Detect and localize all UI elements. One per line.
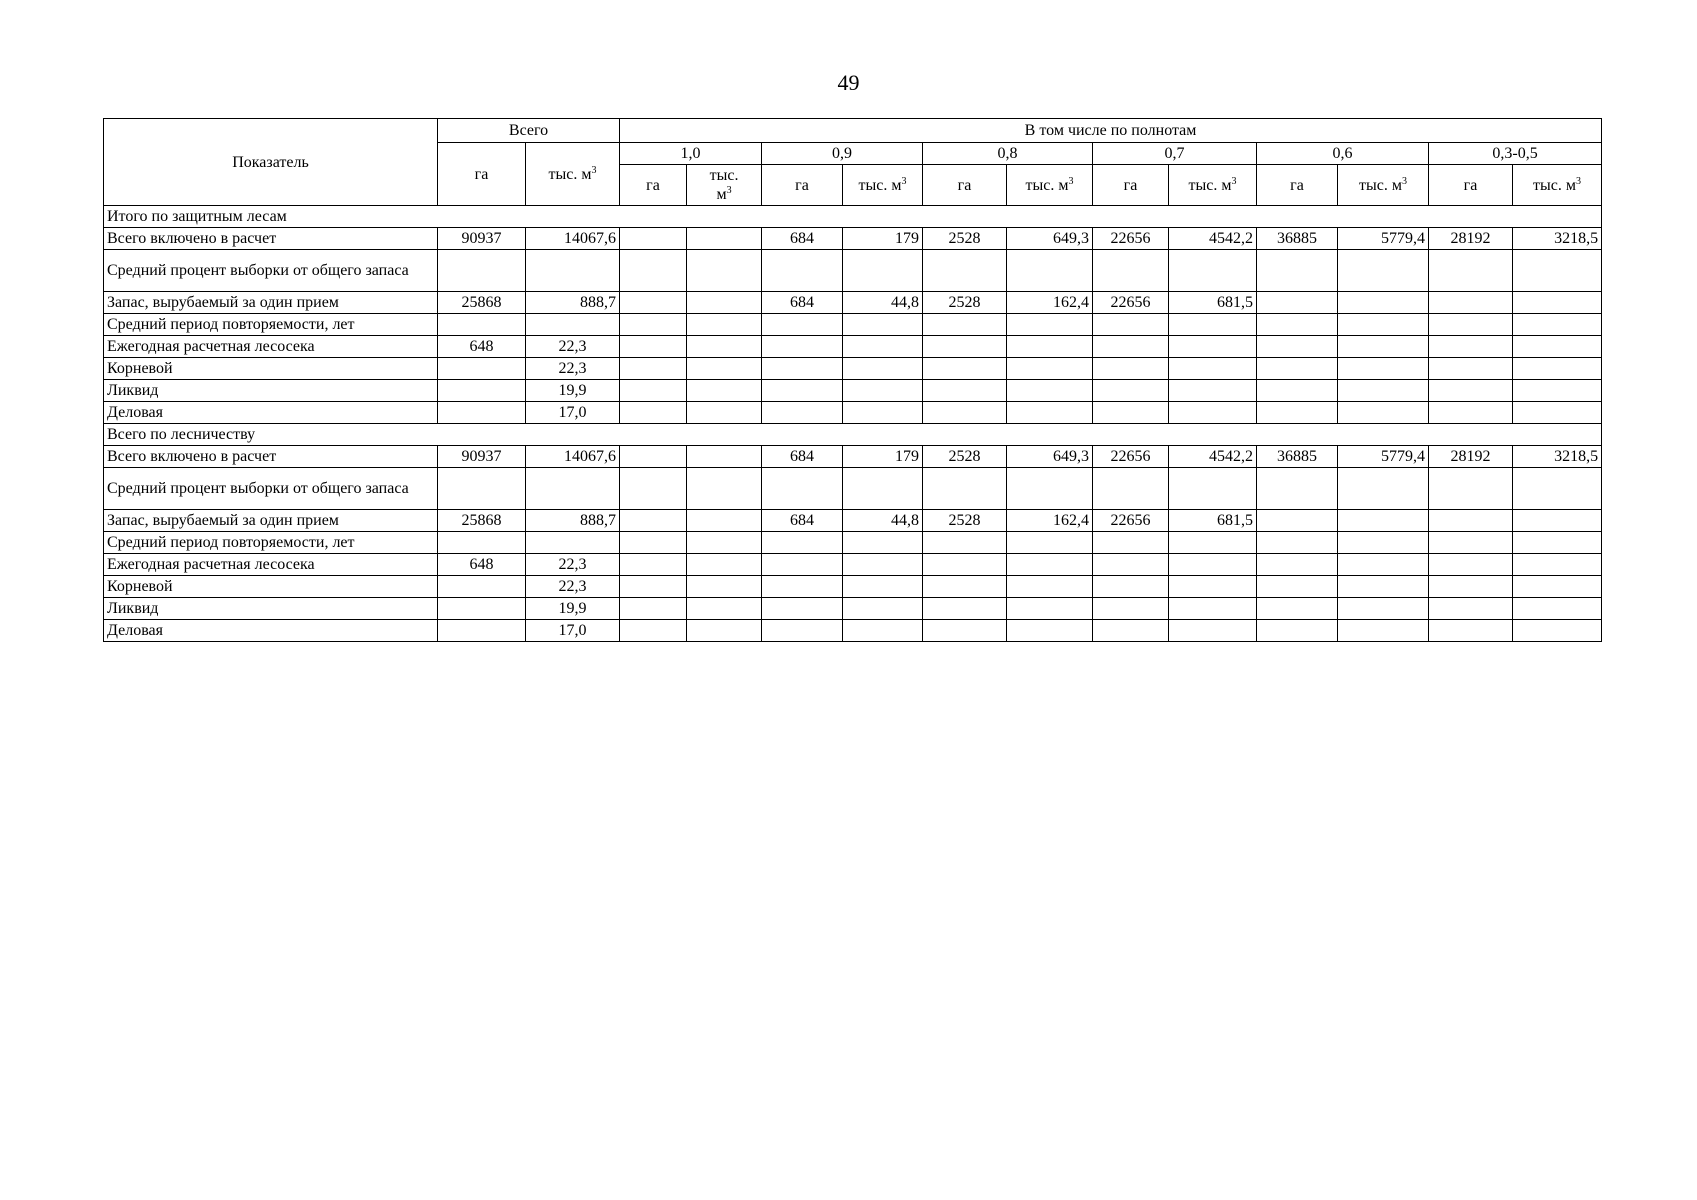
table-cell bbox=[620, 358, 687, 380]
table-cell bbox=[687, 468, 762, 510]
table-cell bbox=[762, 402, 843, 424]
table-cell bbox=[843, 554, 923, 576]
table-cell bbox=[620, 510, 687, 532]
table-cell bbox=[1257, 380, 1338, 402]
header-total: Всего bbox=[438, 119, 620, 143]
table-cell: 2528 bbox=[923, 292, 1007, 314]
table-cell bbox=[687, 292, 762, 314]
table-cell bbox=[438, 532, 526, 554]
table-cell bbox=[1429, 380, 1513, 402]
table-cell bbox=[1513, 468, 1602, 510]
table-cell bbox=[526, 250, 620, 292]
table-cell bbox=[687, 598, 762, 620]
table-cell bbox=[1513, 598, 1602, 620]
section-header-row bbox=[104, 424, 1602, 446]
table-cell: 28192 bbox=[1429, 446, 1513, 468]
row-label: Всего включено в расчет bbox=[104, 446, 438, 468]
table-cell bbox=[438, 598, 526, 620]
table-cell bbox=[620, 380, 687, 402]
table-cell bbox=[843, 598, 923, 620]
table-cell bbox=[687, 250, 762, 292]
table-cell: 649,3 bbox=[1007, 446, 1093, 468]
table-cell bbox=[1093, 468, 1169, 510]
table-cell: 681,5 bbox=[1169, 292, 1257, 314]
table-cell bbox=[843, 620, 923, 642]
table-cell bbox=[1169, 358, 1257, 380]
table-cell bbox=[1007, 576, 1093, 598]
table-cell bbox=[1429, 292, 1513, 314]
table-cell bbox=[1257, 402, 1338, 424]
table-cell: 888,7 bbox=[526, 292, 620, 314]
table-cell bbox=[1257, 598, 1338, 620]
table-cell: 22656 bbox=[1093, 228, 1169, 250]
table-cell bbox=[687, 554, 762, 576]
section-title: Итого по защитным лесам bbox=[104, 206, 1602, 228]
table-cell bbox=[1513, 402, 1602, 424]
table-cell bbox=[1093, 554, 1169, 576]
table-cell bbox=[438, 402, 526, 424]
table-cell bbox=[762, 468, 843, 510]
table-cell bbox=[1429, 576, 1513, 598]
table-cell bbox=[438, 620, 526, 642]
table-cell: 2528 bbox=[923, 446, 1007, 468]
table-cell bbox=[1169, 576, 1257, 598]
table-row bbox=[104, 402, 1602, 424]
table-cell bbox=[1513, 554, 1602, 576]
table-body bbox=[104, 206, 1602, 642]
table-cell bbox=[923, 468, 1007, 510]
table-row bbox=[104, 620, 1602, 642]
table-cell bbox=[1429, 402, 1513, 424]
table-cell bbox=[526, 314, 620, 336]
table-cell bbox=[1513, 620, 1602, 642]
table-cell bbox=[923, 250, 1007, 292]
table-cell bbox=[1007, 468, 1093, 510]
table-cell bbox=[1429, 314, 1513, 336]
table-cell bbox=[1429, 598, 1513, 620]
table-cell bbox=[687, 358, 762, 380]
table-cell bbox=[526, 468, 620, 510]
table-row bbox=[104, 292, 1602, 314]
table-cell bbox=[1513, 576, 1602, 598]
section-header-row bbox=[104, 206, 1602, 228]
table-cell bbox=[438, 576, 526, 598]
table-cell bbox=[1338, 576, 1429, 598]
table-cell bbox=[923, 532, 1007, 554]
table-cell: 28192 bbox=[1429, 228, 1513, 250]
row-label: Запас, вырубаемый за один прием bbox=[104, 292, 438, 314]
table-cell bbox=[1169, 554, 1257, 576]
table-cell bbox=[762, 314, 843, 336]
density-header: 0,9 bbox=[762, 143, 923, 165]
table-cell bbox=[1338, 314, 1429, 336]
table-cell bbox=[923, 554, 1007, 576]
table-cell bbox=[1257, 358, 1338, 380]
table-cell: 162,4 bbox=[1007, 292, 1093, 314]
table-cell bbox=[1429, 250, 1513, 292]
table-cell bbox=[1338, 380, 1429, 402]
table-cell bbox=[1338, 468, 1429, 510]
table-cell bbox=[1169, 336, 1257, 358]
header-total-ha: га bbox=[438, 143, 526, 206]
table-cell bbox=[923, 380, 1007, 402]
table-cell bbox=[843, 358, 923, 380]
unit-volume-header: тыс. $м^3$ bbox=[1007, 165, 1093, 206]
table-cell: 684 bbox=[762, 446, 843, 468]
table-cell bbox=[1513, 380, 1602, 402]
table-cell bbox=[620, 468, 687, 510]
table-cell bbox=[762, 380, 843, 402]
table-cell bbox=[1513, 314, 1602, 336]
unit-ha-header: га bbox=[1429, 165, 1513, 206]
table-row bbox=[104, 598, 1602, 620]
row-label: Запас, вырубаемый за один прием bbox=[104, 510, 438, 532]
table-cell bbox=[1338, 358, 1429, 380]
table-cell bbox=[1007, 336, 1093, 358]
table-cell: 14067,6 bbox=[526, 228, 620, 250]
table-cell bbox=[1007, 380, 1093, 402]
table-cell bbox=[1169, 598, 1257, 620]
row-label: Корневой bbox=[104, 576, 438, 598]
table-cell bbox=[1093, 314, 1169, 336]
table-cell: 649,3 bbox=[1007, 228, 1093, 250]
table-cell bbox=[1093, 358, 1169, 380]
table-cell bbox=[1513, 510, 1602, 532]
table-cell bbox=[1338, 598, 1429, 620]
unit-volume-header: тыс. $м^3$ bbox=[1338, 165, 1429, 206]
table-cell bbox=[843, 250, 923, 292]
table-cell bbox=[762, 358, 843, 380]
table-cell bbox=[843, 532, 923, 554]
table-cell bbox=[620, 620, 687, 642]
density-header: 0,7 bbox=[1093, 143, 1257, 165]
table-cell bbox=[1007, 402, 1093, 424]
table-cell: 36885 bbox=[1257, 228, 1338, 250]
table-cell bbox=[1338, 250, 1429, 292]
table-cell: 22656 bbox=[1093, 446, 1169, 468]
table-cell bbox=[1169, 250, 1257, 292]
table-cell bbox=[1257, 314, 1338, 336]
table-cell: 4542,2 bbox=[1169, 446, 1257, 468]
table-cell bbox=[1429, 468, 1513, 510]
table-cell bbox=[1429, 358, 1513, 380]
table-cell bbox=[620, 336, 687, 358]
table-cell bbox=[620, 292, 687, 314]
table-cell bbox=[1007, 314, 1093, 336]
table-cell bbox=[620, 598, 687, 620]
table-cell bbox=[1007, 532, 1093, 554]
table-cell: 684 bbox=[762, 228, 843, 250]
table-cell: 681,5 bbox=[1169, 510, 1257, 532]
table-cell bbox=[1169, 402, 1257, 424]
table-cell: 22,3 bbox=[526, 336, 620, 358]
table-cell: 2528 bbox=[923, 510, 1007, 532]
table-cell bbox=[762, 336, 843, 358]
row-label: Ликвид bbox=[104, 598, 438, 620]
table-cell bbox=[620, 314, 687, 336]
table-cell bbox=[762, 620, 843, 642]
unit-volume-header: тыс. $м^3$ bbox=[687, 165, 762, 206]
row-label: Ежегодная расчетная лесосека bbox=[104, 336, 438, 358]
table-cell bbox=[1093, 576, 1169, 598]
table-cell bbox=[1513, 336, 1602, 358]
forest-calculation-table bbox=[103, 118, 1602, 642]
table-cell bbox=[687, 510, 762, 532]
table-cell bbox=[1338, 554, 1429, 576]
table-cell bbox=[438, 250, 526, 292]
table-cell bbox=[620, 250, 687, 292]
table-cell bbox=[1257, 532, 1338, 554]
table-cell: 19,9 bbox=[526, 380, 620, 402]
table-cell: 3218,5 bbox=[1513, 446, 1602, 468]
table-cell: 22,3 bbox=[526, 358, 620, 380]
table-cell bbox=[1429, 532, 1513, 554]
table-cell: 5779,4 bbox=[1338, 446, 1429, 468]
header-total-volume: тыс. $м^3$ bbox=[526, 143, 620, 206]
table-cell bbox=[620, 402, 687, 424]
table-cell bbox=[1257, 292, 1338, 314]
table-cell bbox=[1257, 250, 1338, 292]
table-row bbox=[104, 446, 1602, 468]
unit-ha-header: га bbox=[1093, 165, 1169, 206]
table-cell bbox=[923, 358, 1007, 380]
table-cell bbox=[1169, 380, 1257, 402]
table-row bbox=[104, 250, 1602, 292]
table-cell bbox=[923, 576, 1007, 598]
row-label: Средний процент выборки от общего запаса bbox=[104, 468, 438, 510]
table-cell: 3218,5 bbox=[1513, 228, 1602, 250]
table-cell: 14067,6 bbox=[526, 446, 620, 468]
table-cell bbox=[1257, 620, 1338, 642]
unit-ha-header: га bbox=[762, 165, 843, 206]
table-cell bbox=[923, 402, 1007, 424]
table-row bbox=[104, 532, 1602, 554]
row-label: Всего включено в расчет bbox=[104, 228, 438, 250]
row-label: Ежегодная расчетная лесосека bbox=[104, 554, 438, 576]
table-cell bbox=[687, 446, 762, 468]
unit-ha-header: га bbox=[923, 165, 1007, 206]
unit-volume-header: тыс. $м^3$ bbox=[843, 165, 923, 206]
table-cell: 22,3 bbox=[526, 576, 620, 598]
table-cell bbox=[687, 402, 762, 424]
table-cell bbox=[843, 380, 923, 402]
table-cell bbox=[687, 228, 762, 250]
header-including: В том числе по полнотам bbox=[620, 119, 1602, 143]
table-cell bbox=[1429, 336, 1513, 358]
table-cell bbox=[438, 380, 526, 402]
table-cell bbox=[1513, 292, 1602, 314]
table-cell bbox=[1429, 554, 1513, 576]
table-cell bbox=[620, 554, 687, 576]
table-cell: 4542,2 bbox=[1169, 228, 1257, 250]
table-cell bbox=[1169, 314, 1257, 336]
table-cell bbox=[687, 620, 762, 642]
row-label: Средний период повторяемости, лет bbox=[104, 532, 438, 554]
table-cell: 648 bbox=[438, 336, 526, 358]
table-cell bbox=[762, 554, 843, 576]
table-cell bbox=[687, 314, 762, 336]
table-cell bbox=[1338, 532, 1429, 554]
table-cell: 5779,4 bbox=[1338, 228, 1429, 250]
table-cell bbox=[1007, 598, 1093, 620]
table-cell bbox=[923, 598, 1007, 620]
table-cell bbox=[1338, 336, 1429, 358]
table-cell bbox=[923, 336, 1007, 358]
table-cell: 36885 bbox=[1257, 446, 1338, 468]
table-cell: 25868 bbox=[438, 292, 526, 314]
table-cell bbox=[1007, 554, 1093, 576]
page-number: 49 bbox=[837, 70, 860, 95]
table-cell bbox=[762, 576, 843, 598]
density-header: 0,8 bbox=[923, 143, 1093, 165]
table-cell: 90937 bbox=[438, 228, 526, 250]
table-cell: 888,7 bbox=[526, 510, 620, 532]
table-cell bbox=[1169, 620, 1257, 642]
table-cell bbox=[843, 336, 923, 358]
table-cell bbox=[438, 314, 526, 336]
table-cell: 17,0 bbox=[526, 402, 620, 424]
table-cell bbox=[843, 314, 923, 336]
unit-volume-header: тыс. $м^3$ bbox=[1513, 165, 1602, 206]
table-cell: 684 bbox=[762, 292, 843, 314]
table-cell: 162,4 bbox=[1007, 510, 1093, 532]
table-cell bbox=[1513, 532, 1602, 554]
table-cell bbox=[1093, 532, 1169, 554]
table-cell bbox=[438, 358, 526, 380]
table-cell bbox=[1338, 620, 1429, 642]
table-cell bbox=[1007, 620, 1093, 642]
table-cell bbox=[1093, 336, 1169, 358]
table-cell: 179 bbox=[843, 228, 923, 250]
table-cell bbox=[1338, 510, 1429, 532]
table-cell bbox=[923, 620, 1007, 642]
table-cell bbox=[1429, 510, 1513, 532]
row-label: Ликвид bbox=[104, 380, 438, 402]
table-cell: 22,3 bbox=[526, 554, 620, 576]
table-cell: 44,8 bbox=[843, 292, 923, 314]
table-cell bbox=[1257, 468, 1338, 510]
section-title: Всего по лесничеству bbox=[104, 424, 1602, 446]
table-cell bbox=[1093, 250, 1169, 292]
unit-ha-header: га bbox=[1257, 165, 1338, 206]
table-cell bbox=[1007, 358, 1093, 380]
table-cell: 2528 bbox=[923, 228, 1007, 250]
table-cell bbox=[762, 598, 843, 620]
table-cell bbox=[762, 250, 843, 292]
row-label: Средний процент выборки от общего запаса bbox=[104, 250, 438, 292]
table-cell bbox=[1093, 380, 1169, 402]
table-row bbox=[104, 554, 1602, 576]
table-cell bbox=[438, 468, 526, 510]
table-cell bbox=[526, 532, 620, 554]
row-label: Средний период повторяемости, лет bbox=[104, 314, 438, 336]
table-cell bbox=[687, 576, 762, 598]
table-cell bbox=[687, 336, 762, 358]
table-cell: 19,9 bbox=[526, 598, 620, 620]
table-cell bbox=[1513, 250, 1602, 292]
table-cell bbox=[687, 532, 762, 554]
table-cell bbox=[1093, 402, 1169, 424]
table-cell bbox=[620, 446, 687, 468]
table-cell bbox=[1093, 620, 1169, 642]
row-label: Деловая bbox=[104, 402, 438, 424]
table-cell bbox=[843, 468, 923, 510]
table-cell: 684 bbox=[762, 510, 843, 532]
unit-volume-header: тыс. $м^3$ bbox=[1169, 165, 1257, 206]
table-row bbox=[104, 228, 1602, 250]
table-cell bbox=[1429, 620, 1513, 642]
table-cell bbox=[620, 576, 687, 598]
table-cell bbox=[1093, 598, 1169, 620]
table-row bbox=[104, 576, 1602, 598]
table-cell: 22656 bbox=[1093, 292, 1169, 314]
table-cell bbox=[1338, 402, 1429, 424]
table-row bbox=[104, 468, 1602, 510]
table-cell bbox=[1257, 554, 1338, 576]
table-cell bbox=[1257, 576, 1338, 598]
row-label: Корневой bbox=[104, 358, 438, 380]
table-cell: 648 bbox=[438, 554, 526, 576]
table-row bbox=[104, 358, 1602, 380]
table-row bbox=[104, 380, 1602, 402]
density-header: 1,0 bbox=[620, 143, 762, 165]
table-cell: 22656 bbox=[1093, 510, 1169, 532]
table-cell bbox=[762, 532, 843, 554]
table-cell bbox=[1257, 336, 1338, 358]
header-indicator: Показатель bbox=[104, 119, 438, 206]
table-cell bbox=[1169, 468, 1257, 510]
table-cell: 44,8 bbox=[843, 510, 923, 532]
density-header: 0,6 bbox=[1257, 143, 1429, 165]
table-cell bbox=[1007, 250, 1093, 292]
table-cell bbox=[843, 402, 923, 424]
table-row bbox=[104, 314, 1602, 336]
density-header: 0,3-0,5 bbox=[1429, 143, 1602, 165]
table-cell: 17,0 bbox=[526, 620, 620, 642]
row-label: Деловая bbox=[104, 620, 438, 642]
table-cell: 25868 bbox=[438, 510, 526, 532]
table-cell bbox=[620, 532, 687, 554]
table-cell bbox=[687, 380, 762, 402]
table-cell: 90937 bbox=[438, 446, 526, 468]
table-cell: 179 bbox=[843, 446, 923, 468]
table-cell bbox=[1169, 532, 1257, 554]
table-row bbox=[104, 510, 1602, 532]
table-cell bbox=[1513, 358, 1602, 380]
unit-ha-header: га bbox=[620, 165, 687, 206]
table-row bbox=[104, 336, 1602, 358]
table-cell bbox=[843, 576, 923, 598]
table-cell bbox=[923, 314, 1007, 336]
table-cell bbox=[620, 228, 687, 250]
table-cell bbox=[1257, 510, 1338, 532]
table-cell bbox=[1338, 292, 1429, 314]
